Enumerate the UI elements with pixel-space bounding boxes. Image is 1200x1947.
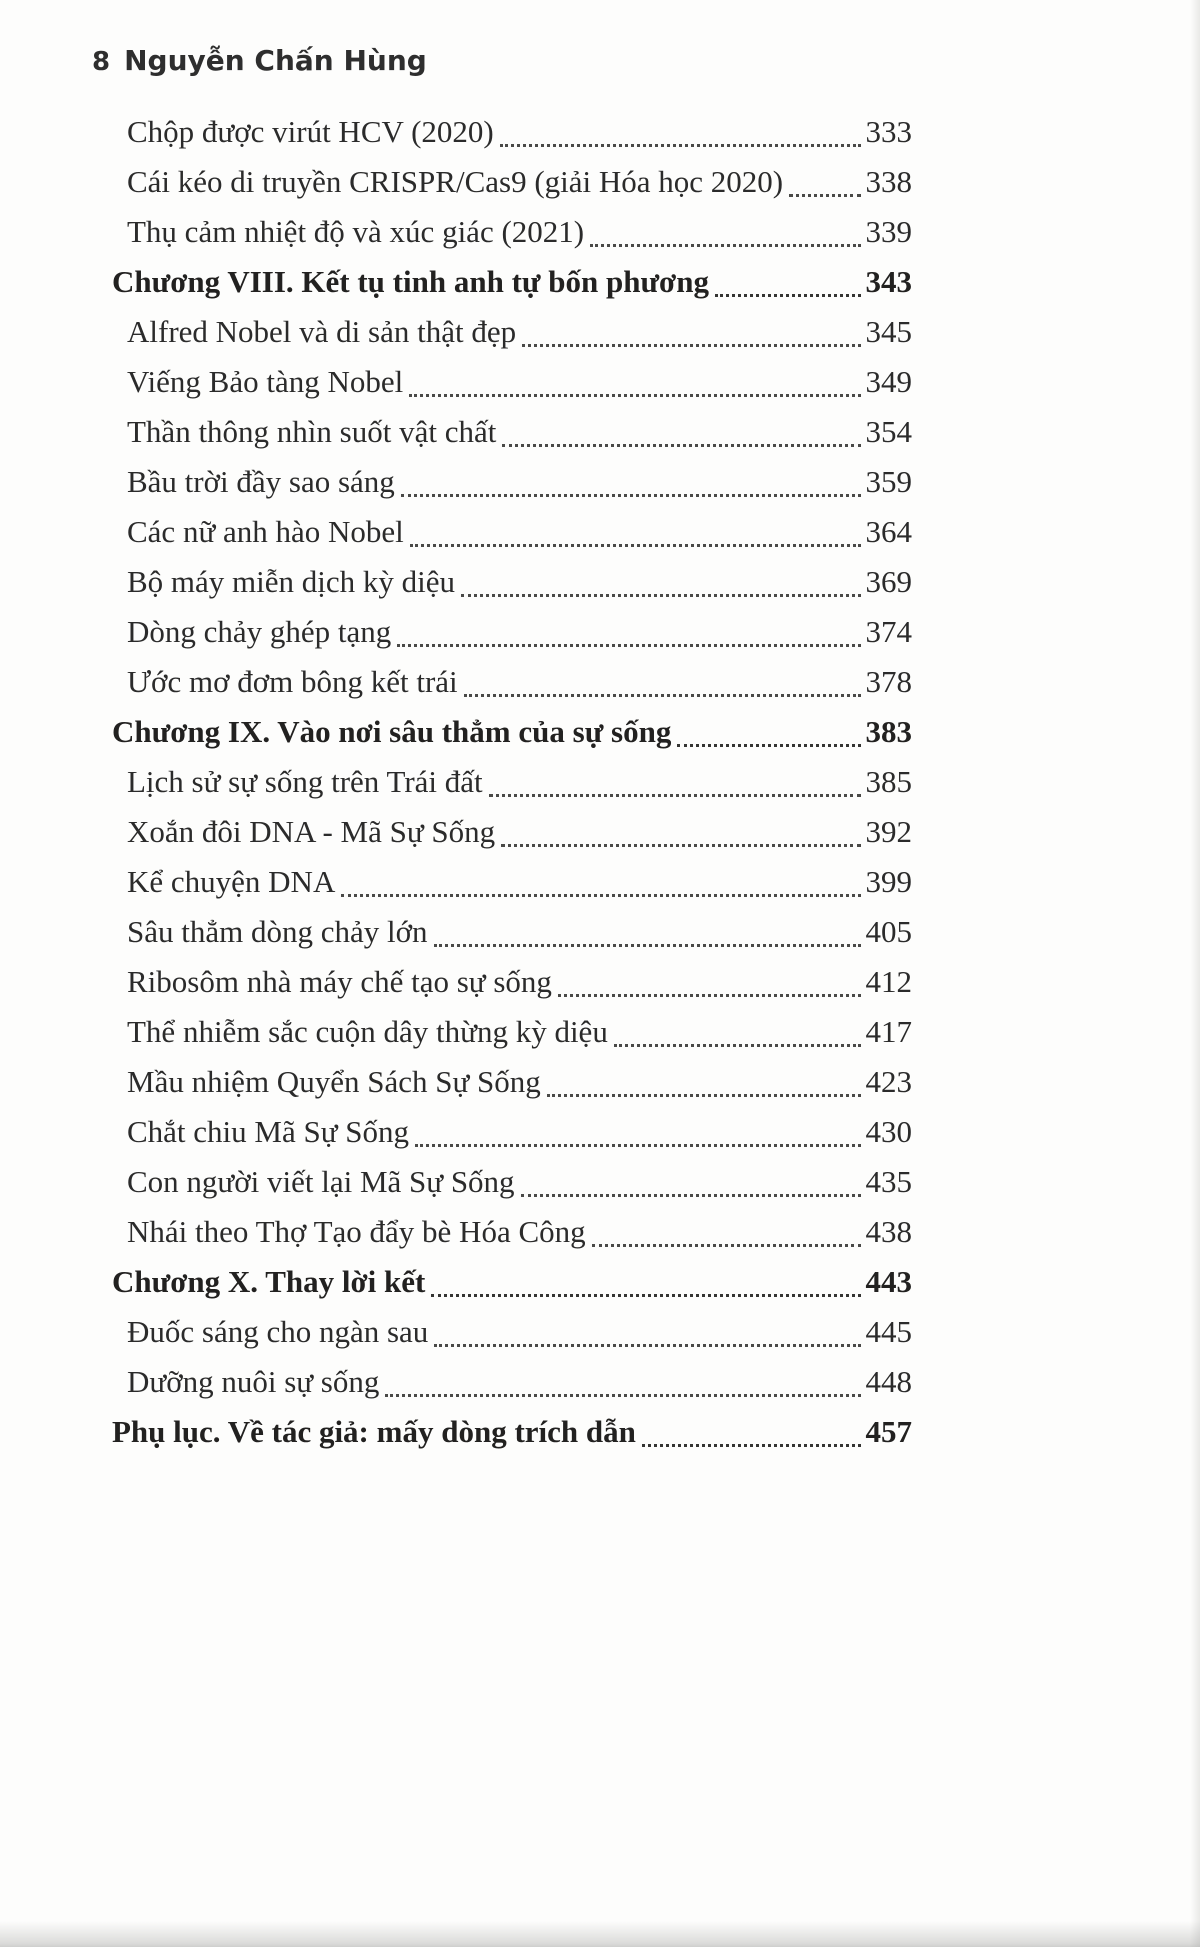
toc-entry-title: Đuốc sáng cho ngàn sau bbox=[127, 1314, 429, 1349]
toc-entry-page: 345 bbox=[865, 314, 912, 349]
toc-entry bbox=[112, 157, 912, 207]
toc-entry-page: 448 bbox=[865, 1364, 912, 1399]
toc-entry-page: 430 bbox=[865, 1114, 912, 1149]
toc-entry-page: 435 bbox=[865, 1164, 912, 1199]
toc-entry-title: Kể chuyện DNA bbox=[127, 864, 336, 899]
toc-entry-page: 383 bbox=[865, 714, 912, 749]
dotted-leader bbox=[415, 1144, 860, 1147]
toc-entry bbox=[112, 707, 912, 757]
toc-entry-title: Nhái theo Thợ Tạo đẩy bè Hóa Công bbox=[127, 1214, 586, 1249]
dotted-leader bbox=[401, 494, 861, 497]
dotted-leader bbox=[397, 644, 860, 647]
dotted-leader bbox=[789, 194, 860, 197]
dotted-leader bbox=[521, 1194, 861, 1197]
toc-entry-page: 423 bbox=[865, 1064, 912, 1099]
toc-entry bbox=[112, 957, 912, 1007]
toc-entry-title: Chương VIII. Kết tụ tinh anh tự bốn phương bbox=[112, 264, 709, 299]
toc-entry bbox=[112, 1157, 912, 1207]
toc-entry bbox=[112, 1007, 912, 1057]
toc-entry bbox=[112, 1107, 912, 1157]
toc-entry bbox=[112, 557, 912, 607]
toc-entry bbox=[112, 807, 912, 857]
dotted-leader bbox=[489, 794, 861, 797]
toc-entry-page: 457 bbox=[865, 1414, 912, 1449]
toc-entry-title: Bộ máy miễn dịch kỳ diệu bbox=[127, 564, 456, 599]
dotted-leader bbox=[592, 1244, 861, 1247]
toc-entry bbox=[112, 407, 912, 457]
dotted-leader bbox=[341, 894, 860, 897]
toc-entry-title: Thần thông nhìn suốt vật chất bbox=[127, 414, 497, 449]
toc-entry bbox=[112, 357, 912, 407]
toc-entry bbox=[112, 307, 912, 357]
toc-entry-page: 445 bbox=[865, 1314, 912, 1349]
toc-entry-title: Lịch sử sự sống trên Trái đất bbox=[127, 764, 483, 799]
toc-entry bbox=[112, 1207, 912, 1257]
toc-entry-page: 339 bbox=[865, 214, 912, 249]
dotted-leader bbox=[500, 144, 861, 147]
dotted-leader bbox=[558, 994, 861, 997]
toc-entry-page: 359 bbox=[865, 464, 912, 499]
toc-entry-title: Viếng Bảo tàng Nobel bbox=[127, 364, 404, 399]
toc-entry-page: 338 bbox=[865, 164, 912, 199]
toc-entry-title: Ước mơ đơm bông kết trái bbox=[127, 664, 458, 699]
author-name: Nguyễn Chấn Hùng bbox=[124, 44, 427, 77]
toc-entry-title: Các nữ anh hào Nobel bbox=[127, 514, 404, 549]
toc-entry-page: 354 bbox=[865, 414, 912, 449]
toc-entry bbox=[112, 1357, 912, 1407]
toc-entry-page: 417 bbox=[865, 1014, 912, 1049]
toc-entry-page: 364 bbox=[865, 514, 912, 549]
dotted-leader bbox=[547, 1094, 861, 1097]
toc-entry-page: 405 bbox=[865, 914, 912, 949]
toc-list bbox=[112, 107, 912, 1457]
dotted-leader bbox=[677, 744, 860, 747]
toc-entry bbox=[112, 657, 912, 707]
toc-entry bbox=[112, 907, 912, 957]
dotted-leader bbox=[434, 944, 861, 947]
toc-entry-title: Chộp được virút HCV (2020) bbox=[127, 114, 494, 149]
dotted-leader bbox=[461, 594, 860, 597]
toc-entry-title: Alfred Nobel và di sản thật đẹp bbox=[127, 314, 517, 349]
toc-entry-page: 399 bbox=[865, 864, 912, 899]
running-head bbox=[90, 44, 1200, 77]
toc-entry bbox=[112, 457, 912, 507]
toc-entry bbox=[112, 1407, 912, 1457]
dotted-leader bbox=[642, 1444, 861, 1447]
dotted-leader bbox=[522, 344, 860, 347]
toc-entry-title: Mầu nhiệm Quyển Sách Sự Sống bbox=[127, 1064, 541, 1099]
toc-entry-page: 385 bbox=[865, 764, 912, 799]
toc-entry-title: Chắt chiu Mã Sự Sống bbox=[127, 1114, 410, 1149]
toc-entry-page: 343 bbox=[865, 264, 912, 299]
toc-entry-page: 374 bbox=[865, 614, 912, 649]
dotted-leader bbox=[385, 1394, 860, 1397]
toc-entry-title: Thể nhiễm sắc cuộn dây thừng kỳ diệu bbox=[127, 1014, 608, 1049]
toc-entry-title: Ribosôm nhà máy chế tạo sự sống bbox=[127, 964, 552, 999]
toc-entry-page: 349 bbox=[865, 364, 912, 399]
toc-entry-title: Cái kéo di truyền CRISPR/Cas9 (giải Hóa học 2020) bbox=[127, 164, 784, 199]
toc-entry bbox=[112, 107, 912, 157]
dotted-leader bbox=[715, 294, 861, 297]
toc-entry-page: 443 bbox=[865, 1264, 912, 1299]
toc-entry-page: 369 bbox=[865, 564, 912, 599]
toc-entry-title: Xoắn đôi DNA - Mã Sự Sống bbox=[127, 814, 496, 849]
dotted-leader bbox=[502, 444, 860, 447]
toc-entry bbox=[112, 507, 912, 557]
toc-entry-page: 412 bbox=[865, 964, 912, 999]
toc-entry bbox=[112, 1307, 912, 1357]
toc-entry-title: Sâu thẳm dòng chảy lớn bbox=[127, 914, 428, 949]
toc-entry-title: Chương X. Thay lời kết bbox=[112, 1264, 426, 1299]
dotted-leader bbox=[409, 394, 860, 397]
toc-entry-title: Chương IX. Vào nơi sâu thẳm của sự sống bbox=[112, 714, 672, 749]
dotted-leader bbox=[464, 694, 861, 697]
dotted-leader bbox=[614, 1044, 861, 1047]
toc-entry-title: Phụ lục. Về tác giả: mấy dòng trích dẫn bbox=[112, 1414, 636, 1449]
dotted-leader bbox=[410, 544, 861, 547]
page-number: 8 bbox=[92, 47, 111, 77]
toc-entry-title: Dòng chảy ghép tạng bbox=[127, 614, 392, 649]
toc-entry-title: Dưỡng nuôi sự sống bbox=[127, 1364, 380, 1399]
toc-entry bbox=[112, 257, 912, 307]
toc-entry bbox=[112, 757, 912, 807]
dotted-leader bbox=[590, 244, 860, 247]
toc-entry bbox=[112, 1257, 912, 1307]
toc-entry bbox=[112, 207, 912, 257]
dotted-leader bbox=[501, 844, 860, 847]
toc-entry bbox=[112, 1057, 912, 1107]
toc-entry bbox=[112, 857, 912, 907]
dotted-leader bbox=[431, 1294, 860, 1297]
toc-entry-page: 378 bbox=[865, 664, 912, 699]
toc-entry-page: 392 bbox=[865, 814, 912, 849]
toc-entry-title: Bầu trời đầy sao sáng bbox=[127, 464, 395, 499]
dotted-leader bbox=[434, 1344, 860, 1347]
toc-entry-page: 333 bbox=[865, 114, 912, 149]
page-edge-shadow-bottom bbox=[0, 1921, 1200, 1947]
toc-entry-page: 438 bbox=[865, 1214, 912, 1249]
toc-entry-title: Thụ cảm nhiệt độ và xúc giác (2021) bbox=[127, 214, 585, 249]
toc-entry bbox=[112, 607, 912, 657]
toc-entry-title: Con người viết lại Mã Sự Sống bbox=[127, 1164, 515, 1199]
